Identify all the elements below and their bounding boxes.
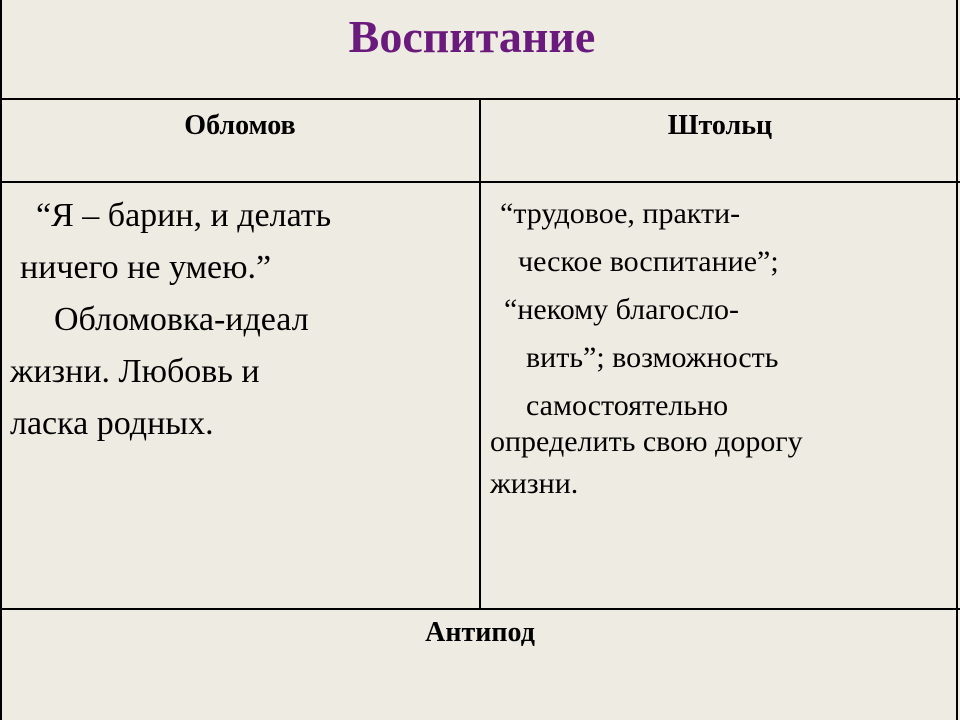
stolz-line: “некому благосло- — [504, 293, 740, 326]
table-title: Воспитание — [348, 11, 596, 62]
border-right — [956, 0, 958, 720]
oblomov-line: ласка родных. — [10, 405, 214, 442]
stolz-line: “трудовое, практи- — [500, 197, 741, 230]
column-header-stolz: Штольц — [667, 110, 773, 141]
stolz-line: ческое воспитание”; — [518, 245, 779, 278]
stolz-line: определить свою дорогу — [490, 425, 803, 458]
column-header-oblomov: Обломов — [184, 110, 296, 141]
border-bottom-row-divider — [0, 608, 960, 610]
stolz-line: жизни. — [490, 467, 579, 500]
border-left — [0, 0, 2, 720]
oblomov-description — [10, 190, 470, 450]
antipode-header: Антипод — [425, 617, 535, 648]
stolz-line: самостоятельно — [526, 389, 729, 422]
stolz-line: вить”; возможность — [526, 341, 779, 374]
stolz-description — [490, 190, 950, 508]
oblomov-line: жизни. Любовь и — [10, 353, 260, 390]
oblomov-line: ничего не умею.” — [20, 249, 272, 286]
oblomov-line: Обломовка-идеал — [54, 301, 309, 338]
oblomov-line: “Я – барин, и делать — [36, 197, 332, 234]
border-column-divider — [479, 98, 481, 610]
